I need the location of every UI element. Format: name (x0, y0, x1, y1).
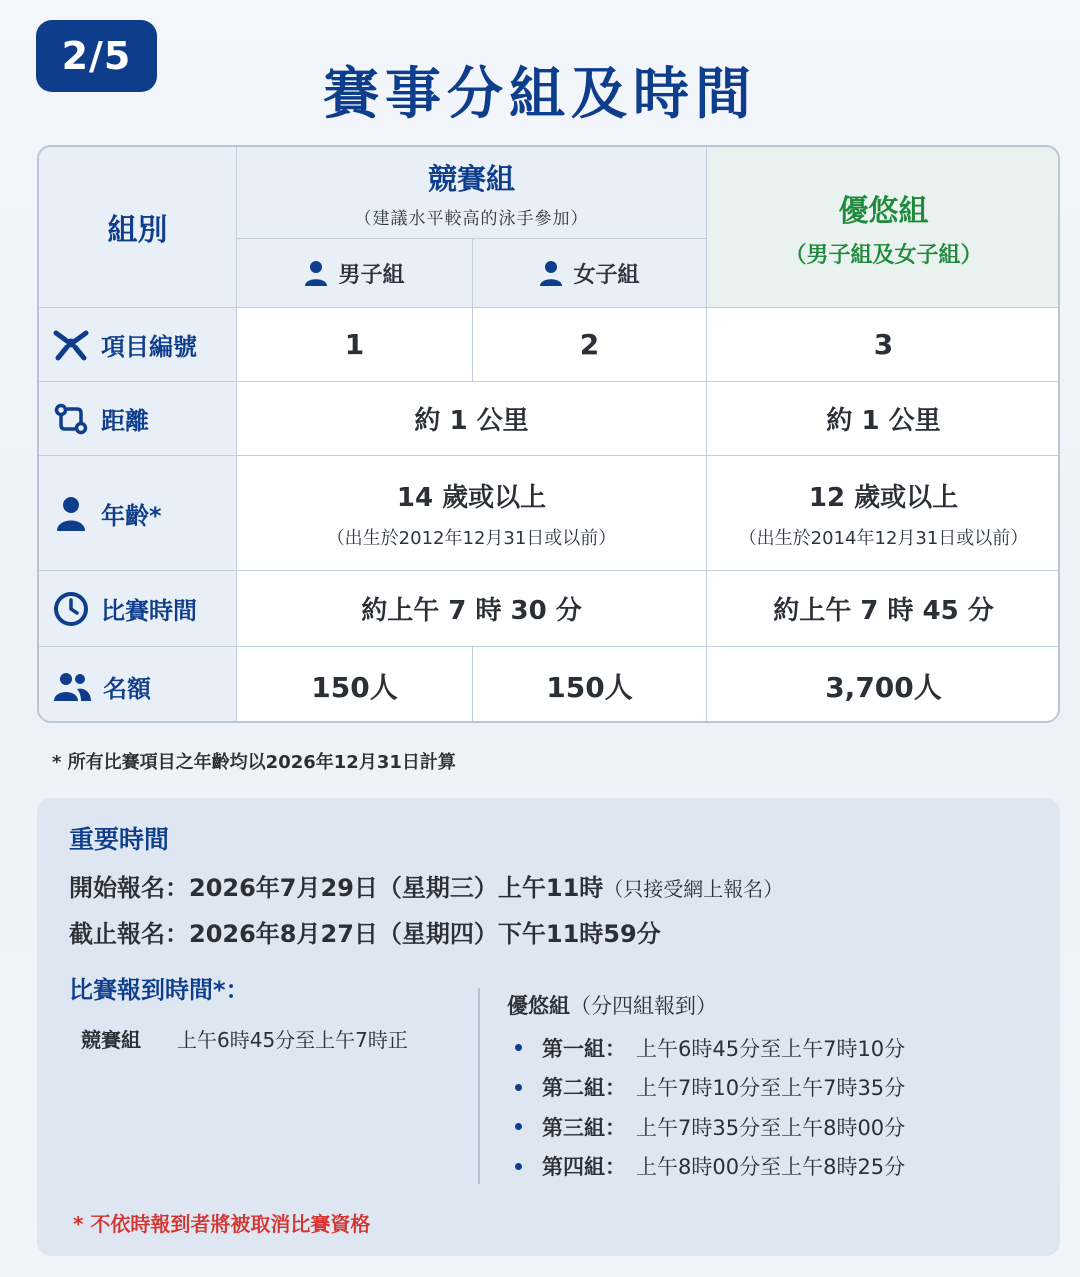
page-indicator-badge: 2/5 (36, 20, 157, 92)
time-label: 比賽時間 (101, 597, 197, 625)
bullet-icon (515, 1044, 522, 1051)
cell-distance-leisure (707, 382, 1060, 456)
cell-quota-male (237, 647, 473, 723)
header-competitive (237, 147, 707, 239)
event-table (37, 145, 1060, 723)
group-name: 第四組： (542, 1155, 626, 1180)
list-item (515, 1107, 905, 1147)
cell-event-no-female (473, 308, 707, 382)
group-time: 上午7時10分至上午7時35分 (636, 1076, 906, 1101)
quota-leisure: 3,700人 (825, 671, 942, 704)
bullet-icon (515, 1123, 522, 1130)
event-no-male: 1 (344, 328, 365, 361)
row-label-quota (39, 647, 237, 723)
male-label: 男子組 (338, 262, 405, 288)
distance-leisure: 約 1 公里 (826, 406, 941, 436)
cell-event-no-male (237, 308, 473, 382)
group-name: 第三組： (542, 1115, 626, 1140)
cell-time-competitive (237, 571, 707, 647)
important-dates-title: 重要時間 (69, 825, 170, 854)
list-item (515, 1147, 905, 1187)
leisure-checkin-title-note: （分四組報到） (570, 994, 717, 1018)
person-icon (304, 260, 328, 286)
age-competitive-note: （出生於2012年12月31日或以前） (326, 527, 617, 549)
leisure-checkin-list (515, 1028, 905, 1186)
cell-event-no-leisure (707, 308, 1060, 382)
divider (478, 988, 480, 1184)
age-competitive: 14 歲或以上 (396, 482, 547, 513)
registration-end: 截止報名：2026年8月27日（星期四）下午11時59分 (69, 920, 661, 948)
row-label-event-no (39, 308, 237, 382)
clock-icon (53, 591, 89, 627)
checkin-title: 比賽報到時間*： (69, 976, 250, 1004)
group-name: 第一組： (542, 1036, 626, 1061)
person-icon (53, 495, 89, 531)
cell-age-leisure (707, 456, 1060, 571)
checkin-competitive-label: 競賽組 (81, 1028, 141, 1052)
female-label: 女子組 (573, 262, 640, 288)
registration-start-note: （只接受網上報名） (603, 877, 784, 901)
swimmer-icon (53, 329, 89, 361)
time-leisure: 約上午 7 時 45 分 (773, 596, 994, 626)
page-title: 賽事分組及時間 (323, 62, 757, 127)
competitive-subtitle: （建議水平較高的泳手參加） (354, 208, 589, 229)
group-time: 上午8時00分至上午8時25分 (636, 1155, 906, 1180)
cell-distance-competitive (237, 382, 707, 456)
cell-time-leisure (707, 571, 1060, 647)
people-icon (53, 671, 91, 701)
registration-start (69, 868, 783, 903)
header-male (237, 239, 473, 308)
header-leisure (707, 147, 1060, 308)
leisure-title: 優悠組 (838, 193, 929, 229)
row-label-distance (39, 382, 237, 456)
checkin-competitive-time: 上午6時45分至上午7時正 (177, 1028, 408, 1052)
leisure-checkin-title-text: 優悠組 (507, 994, 570, 1018)
age-leisure: 12 歲或以上 (808, 482, 959, 513)
time-competitive: 約上午 7 時 30 分 (361, 596, 582, 626)
group-label-text: 組別 (107, 213, 168, 248)
bullet-icon (515, 1163, 522, 1170)
quota-female: 150人 (546, 671, 633, 704)
cell-age-competitive (237, 456, 707, 571)
cell-quota-leisure (707, 647, 1060, 723)
age-label: 年齡* (101, 501, 162, 530)
event-no-leisure: 3 (873, 328, 894, 361)
registration-start-text: 開始報名：2026年7月29日（星期三）上午11時 (69, 874, 604, 902)
row-label-time (39, 571, 237, 647)
distance-competitive: 約 1 公里 (414, 406, 529, 436)
header-female (473, 239, 707, 308)
distance-label: 距離 (101, 407, 149, 435)
list-item (515, 1068, 905, 1108)
person-icon (539, 260, 563, 286)
age-leisure-note: （出生於2014年12月31日或以前） (738, 527, 1029, 549)
checkin-leisure-title (507, 990, 717, 1020)
important-dates-panel (37, 798, 1060, 1256)
cell-quota-female (473, 647, 707, 723)
late-warning: * 不依時報到者將被取消比賽資格 (73, 1212, 371, 1236)
group-time: 上午6時45分至上午7時10分 (636, 1036, 906, 1061)
age-footnote: * 所有比賽項目之年齡均以2026年12月31日計算 (52, 752, 456, 773)
event-no-female: 2 (579, 328, 600, 361)
event-no-label: 項目編號 (101, 333, 197, 361)
competitive-title: 競賽組 (427, 161, 515, 196)
bullet-icon (515, 1084, 522, 1091)
leisure-subtitle: （男子組及女子組） (784, 242, 983, 268)
quota-male: 150人 (311, 671, 398, 704)
quota-label: 名額 (103, 674, 151, 703)
row-label-age (39, 456, 237, 571)
group-time: 上午7時35分至上午8時00分 (636, 1115, 906, 1140)
header-group-label (39, 147, 237, 308)
list-item (515, 1028, 905, 1068)
group-name: 第二組： (542, 1076, 626, 1101)
distance-icon (53, 403, 89, 435)
